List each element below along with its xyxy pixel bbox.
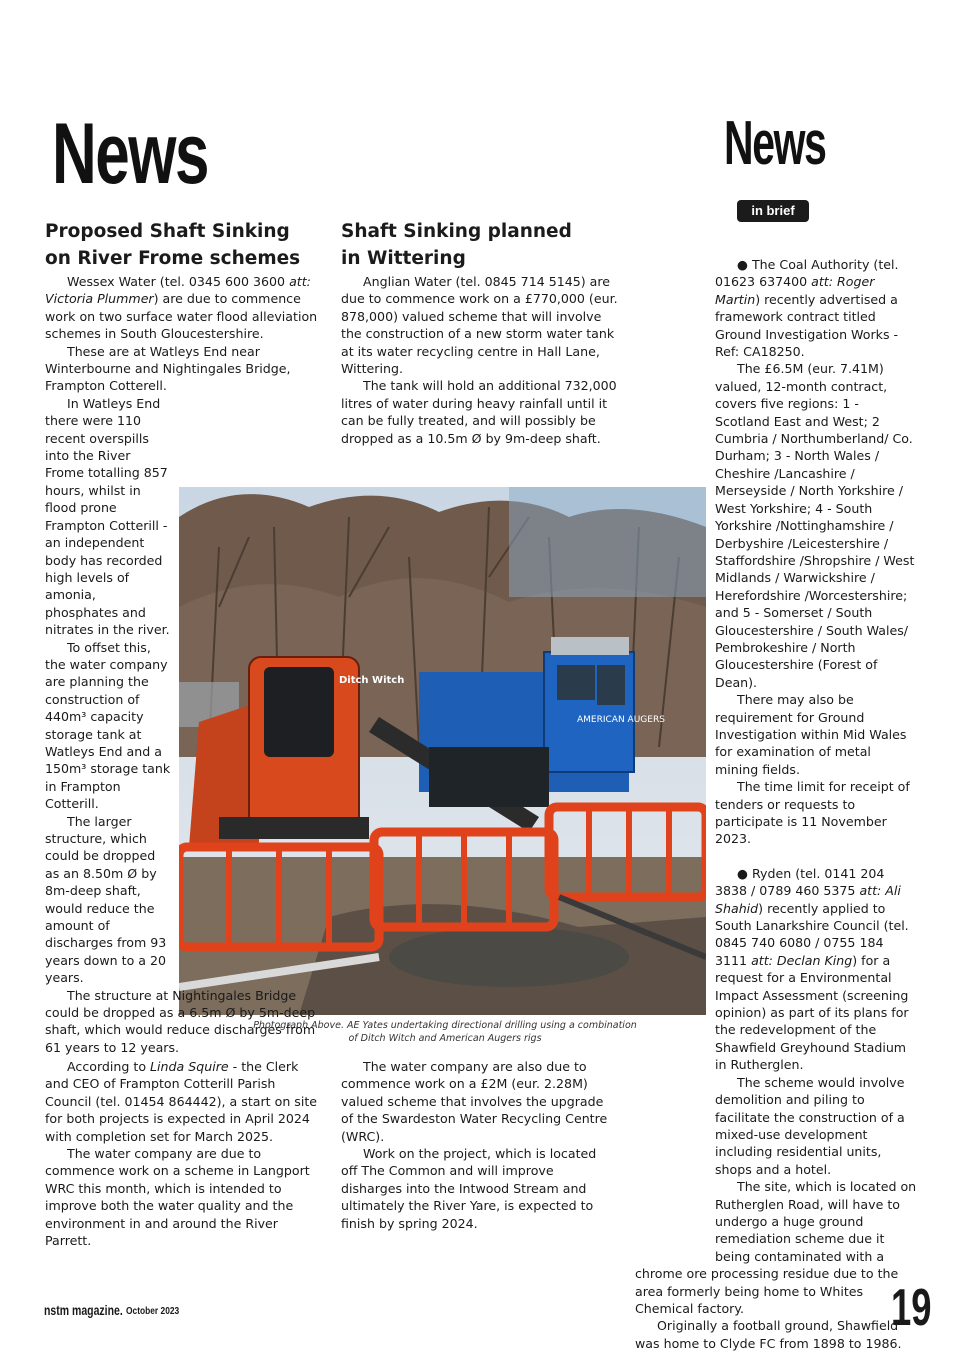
photo-float-spacer-right-1 (635, 465, 715, 708)
page-number: 19 (891, 1279, 932, 1337)
brief-paragraph: The site, which is located on Rutherglen Road, will have to undergo a huge ground remediation scheme due it being contaminated with a chrome ore processing residue due to the area formerly being home to Whites Chemical factory. (635, 1179, 917, 1316)
american-augers-label: AMERICAN AUGERS (577, 715, 665, 725)
brief-paragraph: The £6.5M (eur. 7.41M) valued, 12-month contract, covers five regions: 1 - Scotland East and West; 2 Cumbria / Northumberland/ Co. Durham; 3 - North Wales / Cheshire /Lancashire / Merseyside / North Yorkshire / West Yorkshire; 4 - South Yorkshire /Nottinghamshire / Derbyshire /Leicestershire / Staffordshire /Shropshire / West Midlands / Warwickshire / Herefordshire /Worcestershire; and 5 - Somerset / South Gloucestershire / South Wales/ Pembrokeshire / North Gloucestershire (Forest of Dean). (715, 361, 915, 690)
article-frome-paragraph: The larger structure, which could be dropped as an 8.50m Ø by 8m-deep shaft, would reduce the amount of discharges from 93 years down to a 20 years. (45, 813, 167, 986)
caption-line-1: Photograph Above. AE Yates undertaking directional drilling using a combination (253, 1020, 637, 1031)
article-frome-body-cont (45, 1058, 323, 1249)
brief-paragraph: The scheme would involve demolition and piling to facilitate the construction of a mixed-use development including residential units, shops and a hotel. (715, 1074, 905, 1177)
article-frome-paragraph: These are at Watleys End near Winterbourne and Nightingales Bridge, Frampton Cotterell. (45, 343, 291, 394)
article-frome-wrap-block (45, 395, 323, 1056)
news-in-brief-column (635, 256, 917, 1352)
issue-date: October 2023 (126, 1305, 180, 1317)
photo-float-spacer-right-2 (635, 983, 715, 1253)
article-wittering-title-line2: in Wittering (341, 248, 466, 269)
article-frome-heading (45, 218, 335, 272)
article-frome-paragraph: The water company are due to commence work on a scheme in Langport WRC this month, which is intended to improve both the water quality and the environment in and around the River Parrett. (45, 1146, 310, 1249)
section-title: News (724, 109, 826, 178)
article-frome-paragraph: The structure at Nightingales Bridge could be dropped as a 6.5m Ø by 5m-deep shaft, which would reduce discharges from 61 years to 12 years. (45, 987, 316, 1055)
article-frome-paragraph: Wessex Water (tel. 0345 600 3600 att: Victoria Plummer) are due to commence work on two surface water flood alleviation schemes in South Gloucestershire. (45, 274, 318, 342)
article-frome-paragraph: In Watleys End there were 110 recent overspills into the River Frome totalling 857 hours, whilst in flood prone Frampton Cotterill - an independent body has recorded high levels of amonia, phosphates and nitrates in the river. (45, 395, 170, 638)
brief-paragraph: Originally a football ground, Shawfield was home to Clyde FC from 1898 to 1986. (635, 1318, 902, 1351)
article-wittering-body-cont (341, 1058, 611, 1232)
article-wittering-body (341, 273, 619, 447)
article-frome-title-line2: on River Frome schemes (45, 248, 301, 269)
caption-line-2: of Ditch Witch and American Augers rigs (348, 1033, 542, 1044)
magazine-name: nstm magazine. (44, 1302, 123, 1318)
brief-paragraph: The time limit for receipt of tenders or requests to participate is 11 November 2023. (715, 779, 910, 847)
article-frome-body (45, 273, 323, 1056)
in-brief-badge: in brief (737, 200, 809, 222)
brief-separator (635, 848, 917, 865)
photo-float-spacer (171, 395, 323, 980)
article-wittering-title-line1: Shaft Sinking planned (341, 221, 572, 242)
article-frome-title-line1: Proposed Shaft Sinking (45, 221, 290, 242)
article-wittering-heading (341, 218, 621, 272)
ditch-witch-label: Ditch Witch (339, 675, 405, 686)
article-wittering-paragraph: The tank will hold an additional 732,000 litres of water during heavy rainfall until it can be fully treated, and will possibly be dropped as a 10.5m Ø by 9m-deep shaft. (341, 378, 617, 446)
page-title: News (52, 106, 209, 202)
article-frome-paragraph: According to Linda Squire - the Clerk and CEO of Frampton Cotterill Parish Council (tel. 01454 864442), a start on site for both projects is expected in April 2024 with completion set for March 2025. (45, 1059, 318, 1144)
article-frome-paragraph: To offset this, the water company are planning the construction of 440m³ capacity storage tank at Watleys End and a 150m³ storage tank in Frampton Cotterill. (45, 639, 171, 812)
article-wittering-paragraph: Work on the project, which is located off The Common and will improve disharges into the Intwood Stream and ultimately the River Yare, is expected to finish by spring 2024. (341, 1146, 597, 1231)
brief-ryden: ● Ryden (tel. 0141 204 3838 / 0789 460 5375 att: Ali Shahid) recently applied to South Lanarkshire Council (tel. 0845 740 6080 / 0755 184 3111 att: Declan King) for a request for a Environmental Impact Assessment (screening opinion) as part of its plans for the redevelopment of the Shawfield Greyhound Stadium in Rutherglen. (715, 865, 909, 1073)
brief-coal-authority: ● The Coal Authority (tel. 01623 637400 att: Roger Martin) recently advertised a framework contract titled Ground Investigation Works - Ref: CA18250. (715, 257, 899, 360)
article-wittering-paragraph: Anglian Water (tel. 0845 714 5145) are due to commence work on a £770,000 (eur. 878,000) valued scheme that will involve the construction of a new storm water tank at its water recycling centre in Hall Lane, Wittering. (341, 274, 618, 377)
article-wittering-paragraph: The water company are also due to commence work on a £2M (eur. 2.28M) valued scheme that involves the upgrade of the Swardeston Water Recycling Centre (WRC). (341, 1059, 608, 1144)
brief-paragraph: There may also be requirement for Ground Investigation within Mid Wales for examination of metal mining fields. (715, 692, 907, 777)
